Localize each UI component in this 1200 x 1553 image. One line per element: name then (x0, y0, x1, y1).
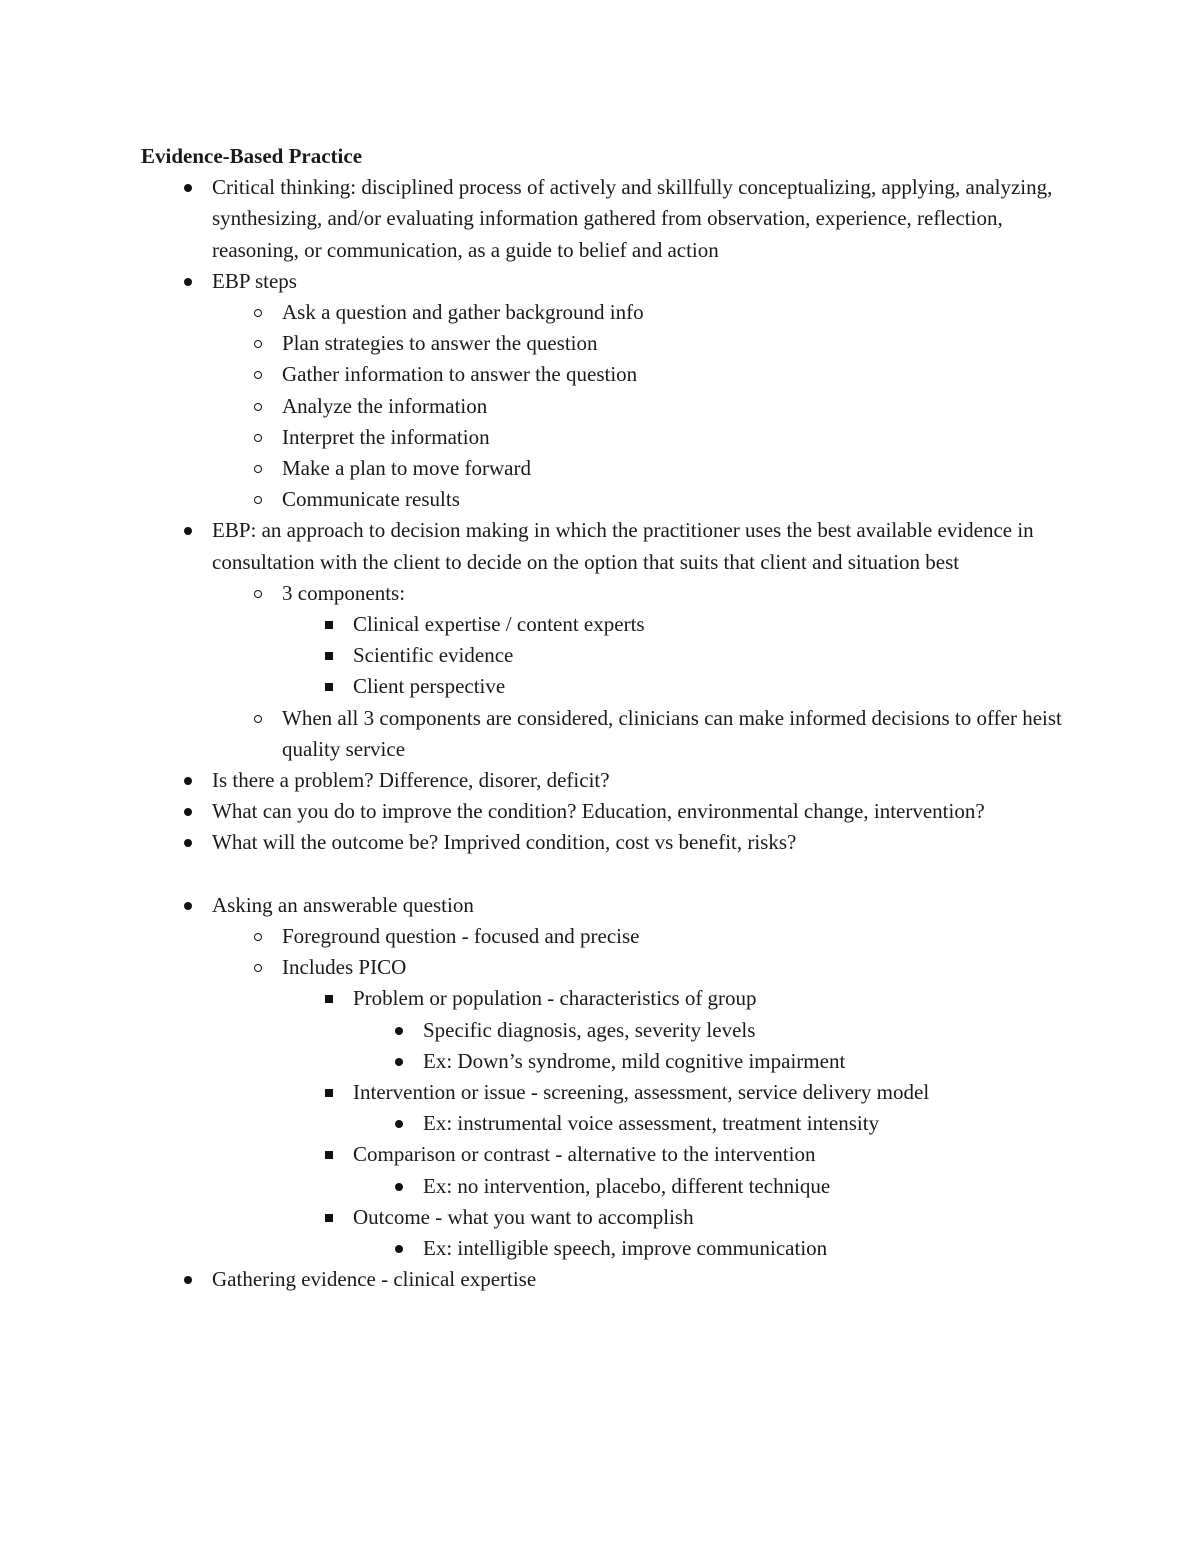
list-item: Foreground question - focused and precise (282, 921, 1072, 952)
bullet-square-icon (321, 671, 337, 702)
list-item: Gather information to answer the question (282, 359, 1072, 390)
bullet-circle-icon (250, 578, 266, 609)
bullet-square-icon (321, 1077, 337, 1108)
bullet-circle-icon (250, 921, 266, 952)
bullet-square-icon (321, 1202, 337, 1233)
bullet-circle-icon (250, 453, 266, 484)
bullet-circle-icon (250, 297, 266, 328)
bullet-circle-icon (250, 703, 266, 734)
bullet-square-icon (321, 983, 337, 1014)
bullet-circle-icon (250, 952, 266, 983)
list-item: Is there a problem? Difference, disorer, deficit? (212, 765, 1062, 796)
list-item: EBP: an approach to decision making in which the practitioner uses the best available evidence in consultation with the client to decide on the option that suits that client and situation best (212, 515, 1062, 577)
bullet-circle-icon (250, 359, 266, 390)
bullet-circle-icon (250, 422, 266, 453)
list-item: Make a plan to move forward (282, 453, 1072, 484)
list-item: Problem or population - characteristics of group (353, 983, 1053, 1014)
list-item: Comparison or contrast - alternative to the intervention (353, 1139, 1053, 1170)
bullet-disc-icon (391, 1171, 407, 1202)
list-item: Ex: instrumental voice assessment, treatment intensity (423, 1108, 1053, 1139)
bullet-circle-icon (250, 391, 266, 422)
list-item: Client perspective (353, 671, 1053, 702)
list-item: Clinical expertise / content experts (353, 609, 1053, 640)
list-item: Ex: intelligible speech, improve communication (423, 1233, 1053, 1264)
list-item: Scientific evidence (353, 640, 1053, 671)
list-item: Intervention or issue - screening, assessment, service delivery model (353, 1077, 1053, 1108)
bullet-disc-icon (180, 890, 196, 921)
list-item: 3 components: (282, 578, 1072, 609)
bullet-disc-icon (180, 796, 196, 827)
bullet-disc-icon (180, 515, 196, 546)
list-item: Interpret the information (282, 422, 1072, 453)
bullet-disc-icon (180, 1264, 196, 1295)
bullet-disc-icon (391, 1015, 407, 1046)
list-item: Asking an answerable question (212, 890, 1062, 921)
list-item: Gathering evidence - clinical expertise (212, 1264, 1062, 1295)
document-title: Evidence-Based Practice (141, 144, 363, 168)
list-item: What will the outcome be? Imprived condition, cost vs benefit, risks? (212, 827, 1062, 858)
bullet-disc-icon (180, 827, 196, 858)
bullet-disc-icon (391, 1046, 407, 1077)
list-item: Ex: Down’s syndrome, mild cognitive impairment (423, 1046, 1053, 1077)
list-item: Communicate results (282, 484, 1072, 515)
list-item: Analyze the information (282, 391, 1072, 422)
bullet-disc-icon (180, 172, 196, 203)
blank-line (141, 859, 1071, 890)
bullet-square-icon (321, 640, 337, 671)
bullet-disc-icon (180, 266, 196, 297)
document-body (141, 141, 1071, 1295)
list-item: Outcome - what you want to accomplish (353, 1202, 1053, 1233)
bullet-circle-icon (250, 328, 266, 359)
bullet-square-icon (321, 609, 337, 640)
list-item: Critical thinking: disciplined process of actively and skillfully conceptualizing, applying, analyzing, synthesizing, and/or evaluating information gathered from observation, experience, reflection, reasoning, or communication, as a guide to belief and action (212, 172, 1062, 266)
list-item: What can you do to improve the condition? Education, environmental change, intervention? (212, 796, 1062, 827)
bullet-disc-icon (180, 765, 196, 796)
list-item: Specific diagnosis, ages, severity levels (423, 1015, 1053, 1046)
bullet-square-icon (321, 1139, 337, 1170)
list-item: Includes PICO (282, 952, 1072, 983)
bullet-disc-icon (391, 1233, 407, 1264)
list-item: When all 3 components are considered, clinicians can make informed decisions to offer heist quality service (282, 703, 1072, 765)
list-item: Plan strategies to answer the question (282, 328, 1072, 359)
bullet-circle-icon (250, 484, 266, 515)
list-item: Ask a question and gather background info (282, 297, 1072, 328)
bullet-disc-icon (391, 1108, 407, 1139)
list-item: EBP steps (212, 266, 1062, 297)
list-item: Ex: no intervention, placebo, different technique (423, 1171, 1053, 1202)
